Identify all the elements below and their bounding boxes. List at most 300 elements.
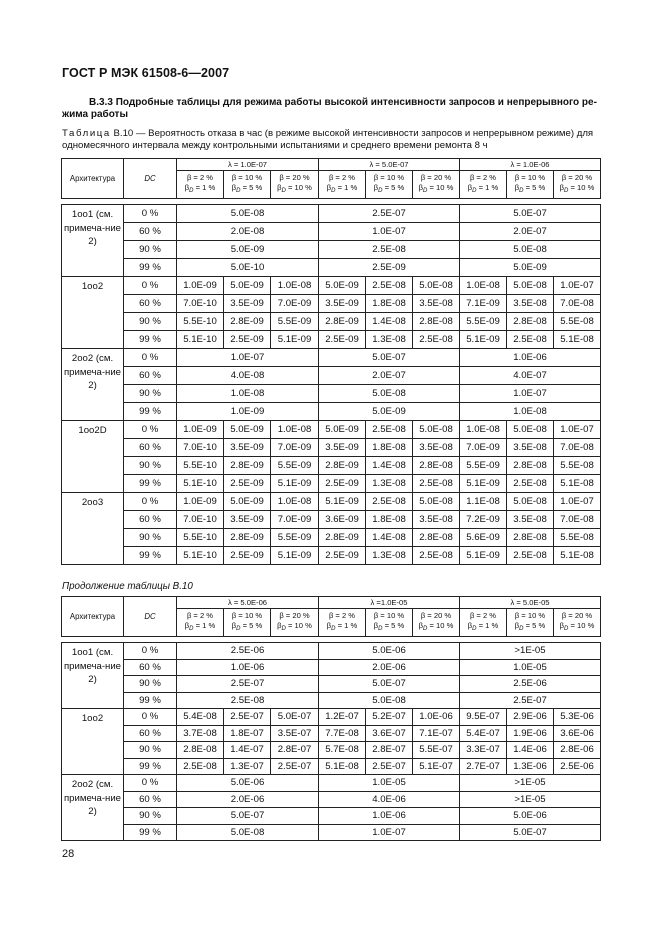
value-cell: 2.5E-09 (224, 331, 271, 349)
table-row (62, 511, 601, 529)
value-cell: 2.8E-09 (319, 457, 366, 475)
table-row (62, 259, 601, 277)
dc-cell: 99 % (124, 692, 177, 709)
value-cell: 5.0E-09 (224, 277, 271, 295)
header-lambda: λ = 5.0E-05 (460, 597, 601, 609)
value-cell: 5.0E-06 (460, 808, 601, 825)
value-cell: 3.6E-09 (319, 511, 366, 529)
value-cell: 1.0E-07 (319, 223, 460, 241)
table-row (62, 725, 601, 742)
value-cell: 5.0E-09 (224, 493, 271, 511)
value-cell: 5.1E-09 (271, 475, 319, 493)
value-cell: 2.0E-07 (460, 223, 601, 241)
value-cell: 1.0E-08 (177, 385, 319, 403)
beta-value: β = 10 % (373, 173, 405, 182)
value-cell: 1.3E-08 (366, 331, 413, 349)
table-caption-label: Таблица (62, 128, 111, 139)
table-row (62, 676, 601, 693)
dc-cell: 99 % (124, 403, 177, 421)
value-cell: 1.0E-08 (460, 403, 601, 421)
value-cell: 2.5E-07 (224, 709, 271, 726)
value-cell: 1.8E-08 (366, 511, 413, 529)
value-cell: 2.5E-07 (460, 692, 601, 709)
header-beta (271, 171, 319, 199)
beta-value: β = 10 % (231, 611, 263, 620)
value-cell: 5.1E-10 (177, 547, 224, 565)
value-cell: 5.1E-09 (460, 475, 507, 493)
value-cell: 2.5E-07 (366, 758, 413, 775)
beta-d-symbol: $\beta_D$ (277, 621, 286, 632)
table-caption (62, 128, 602, 152)
header-beta (271, 609, 319, 637)
value-cell: 2.8E-09 (224, 529, 271, 547)
beta-value: β = 20 % (561, 611, 593, 620)
table-caption-number: B.10 (113, 128, 134, 139)
value-cell: 7.0E-08 (554, 295, 601, 313)
dc-cell: 0 % (124, 205, 177, 223)
value-cell: 1.0E-06 (413, 709, 460, 726)
value-cell: 5.0E-07 (319, 676, 460, 693)
value-cell: 5.0E-07 (460, 824, 601, 841)
value-cell: 3.5E-08 (413, 295, 460, 313)
value-cell: 5.1E-08 (554, 475, 601, 493)
value-cell: 2.5E-08 (177, 692, 319, 709)
header-beta (366, 171, 413, 199)
header-beta (366, 609, 413, 637)
dc-cell: 90 % (124, 457, 177, 475)
table-row (62, 529, 601, 547)
header-dc: DC (124, 597, 177, 637)
value-cell: 5.0E-09 (319, 403, 460, 421)
probability-table-part-2 (61, 596, 601, 841)
table-row (62, 241, 601, 259)
value-cell: 2.5E-09 (319, 475, 366, 493)
header-lambda: λ =1.0E-05 (319, 597, 460, 609)
dc-cell: 60 % (124, 791, 177, 808)
beta-d-value: = 10 % (570, 621, 595, 630)
value-cell: 2.8E-08 (177, 742, 224, 759)
value-cell: >1E-05 (460, 791, 601, 808)
dc-cell: 99 % (124, 259, 177, 277)
table-row (62, 205, 601, 223)
beta-value: β = 10 % (514, 173, 546, 182)
value-cell: 9.5E-07 (460, 709, 507, 726)
header-beta (554, 609, 601, 637)
value-cell: 2.8E-07 (271, 742, 319, 759)
header-beta (460, 609, 507, 637)
value-cell: 2.5E-08 (413, 331, 460, 349)
dc-cell: 0 % (124, 775, 177, 792)
value-cell: 1.0E-09 (177, 277, 224, 295)
table-row (62, 367, 601, 385)
beta-d-symbol: $\beta_D$ (373, 621, 383, 632)
value-cell: 1.4E-08 (366, 313, 413, 331)
value-cell: 1.8E-08 (366, 295, 413, 313)
value-cell: 5.0E-07 (460, 205, 601, 223)
dc-cell: 90 % (124, 313, 177, 331)
dc-cell: 60 % (124, 511, 177, 529)
value-cell: 2.5E-08 (366, 277, 413, 295)
value-cell: 3.5E-09 (319, 439, 366, 457)
beta-d-value: = 10 % (570, 183, 595, 192)
value-cell: 1.9E-06 (507, 725, 554, 742)
beta-d-symbol: $\beta_D$ (514, 621, 524, 632)
value-cell: 3.5E-08 (507, 511, 554, 529)
value-cell: 1.0E-06 (319, 808, 460, 825)
value-cell: 1.0E-08 (271, 277, 319, 295)
beta-d-symbol: $\beta_D$ (418, 621, 428, 632)
value-cell: 5.1E-09 (271, 331, 319, 349)
beta-d-value: = 1 % (337, 621, 358, 630)
value-cell: 1.3E-08 (366, 475, 413, 493)
value-cell: 3.5E-08 (507, 439, 554, 457)
value-cell: 5.1E-09 (460, 331, 507, 349)
value-cell: 3.5E-09 (319, 295, 366, 313)
value-cell: 5.1E-10 (177, 331, 224, 349)
value-cell: 5.0E-09 (460, 259, 601, 277)
value-cell: 5.1E-08 (319, 758, 366, 775)
architecture-cell: 2oo3 (62, 493, 124, 565)
table-row (62, 643, 601, 660)
section-title-text: Подробные таблицы для режима работы высокой интенсивности запросов и непрерывного ре-жима работы (62, 97, 597, 120)
dc-cell: 60 % (124, 659, 177, 676)
value-cell: 5.1E-07 (413, 758, 460, 775)
dc-cell: 60 % (124, 439, 177, 457)
value-cell: 1.4E-08 (366, 457, 413, 475)
dc-cell: 0 % (124, 709, 177, 726)
beta-d-symbol: $\beta_D$ (514, 183, 524, 194)
beta-value: β = 20 % (420, 611, 452, 620)
value-cell: 2.0E-07 (319, 367, 460, 385)
value-cell: 1.3E-08 (366, 547, 413, 565)
value-cell: 3.5E-07 (271, 725, 319, 742)
beta-value: β = 20 % (279, 611, 310, 620)
table-row (62, 313, 601, 331)
value-cell: 3.5E-08 (507, 295, 554, 313)
header-row (62, 159, 601, 171)
value-cell: 5.5E-09 (271, 313, 319, 331)
dc-cell: 99 % (124, 475, 177, 493)
value-cell: 7.0E-09 (271, 511, 319, 529)
value-cell: 5.1E-08 (554, 331, 601, 349)
value-cell: 2.5E-09 (224, 547, 271, 565)
table-row (62, 331, 601, 349)
value-cell: 2.5E-07 (319, 205, 460, 223)
header-architecture: Архитектура (62, 159, 124, 199)
value-cell: 5.0E-07 (177, 808, 319, 825)
table-row (62, 349, 601, 367)
value-cell: 5.1E-09 (271, 547, 319, 565)
beta-d-value: = 5 % (384, 183, 405, 192)
value-cell: 1.0E-05 (460, 659, 601, 676)
table-row (62, 824, 601, 841)
beta-d-symbol: $\beta_D$ (231, 621, 241, 632)
value-cell: 5.5E-09 (271, 457, 319, 475)
dc-cell: 99 % (124, 547, 177, 565)
beta-d-symbol: $\beta_D$ (559, 183, 569, 194)
beta-value: β = 20 % (561, 173, 593, 182)
table-row (62, 775, 601, 792)
beta-value: β = 2 % (469, 611, 497, 620)
value-cell: 2.5E-09 (319, 547, 366, 565)
value-cell: 2.5E-09 (224, 475, 271, 493)
beta-d-value: = 5 % (242, 621, 263, 630)
beta-d-symbol: $\beta_D$ (326, 621, 336, 632)
beta-value: β = 2 % (186, 611, 214, 620)
value-cell: 5.5E-09 (460, 457, 507, 475)
table-row (62, 709, 601, 726)
value-cell: 1.8E-07 (224, 725, 271, 742)
section-number: B.3.3 (89, 97, 113, 108)
page-header: ГОСТ Р МЭК 61508-6—2007 (62, 66, 230, 80)
value-cell: 5.0E-06 (319, 643, 460, 660)
value-cell: 2.8E-09 (224, 457, 271, 475)
header-beta (177, 609, 224, 637)
value-cell: 1.0E-08 (271, 421, 319, 439)
value-cell: 1.0E-07 (177, 349, 319, 367)
page-number: 28 (62, 848, 75, 860)
value-cell: 2.5E-09 (319, 259, 460, 277)
value-cell: 7.0E-08 (554, 439, 601, 457)
value-cell: 7.2E-09 (460, 511, 507, 529)
value-cell: 2.8E-08 (507, 313, 554, 331)
beta-d-symbol: $\beta_D$ (418, 183, 428, 194)
value-cell: 1.3E-07 (224, 758, 271, 775)
dc-cell: 90 % (124, 676, 177, 693)
architecture-cell: 1oo1 (см. примеча-ние 2) (62, 643, 124, 709)
value-cell: 7.0E-10 (177, 439, 224, 457)
header-beta (460, 171, 507, 199)
value-cell: 5.5E-08 (554, 313, 601, 331)
dc-cell: 90 % (124, 742, 177, 759)
header-beta (554, 171, 601, 199)
value-cell: >1E-05 (460, 643, 601, 660)
value-cell: 3.6E-06 (554, 725, 601, 742)
value-cell: 2.8E-09 (224, 313, 271, 331)
value-cell: >1E-05 (460, 775, 601, 792)
value-cell: 1.1E-08 (460, 493, 507, 511)
value-cell: 1.0E-07 (319, 824, 460, 841)
value-cell: 5.5E-10 (177, 313, 224, 331)
value-cell: 2.8E-08 (507, 457, 554, 475)
continuation-caption: Продолжение таблицы B.10 (62, 581, 193, 592)
value-cell: 2.5E-06 (554, 758, 601, 775)
value-cell: 2.8E-08 (507, 529, 554, 547)
section-title (62, 97, 602, 121)
value-cell: 5.0E-08 (507, 421, 554, 439)
header-beta (224, 171, 271, 199)
table-row (62, 547, 601, 565)
dc-cell: 0 % (124, 643, 177, 660)
table-row (62, 421, 601, 439)
value-cell: 1.0E-07 (460, 385, 601, 403)
value-cell: 5.0E-09 (177, 241, 319, 259)
value-cell: 2.7E-07 (460, 758, 507, 775)
value-cell: 7.0E-10 (177, 295, 224, 313)
header-beta (413, 171, 460, 199)
value-cell: 2.5E-08 (413, 475, 460, 493)
beta-d-value: = 10 % (287, 183, 312, 192)
dc-cell: 90 % (124, 385, 177, 403)
value-cell: 2.5E-07 (271, 758, 319, 775)
architecture-cell: 1oo2 (62, 277, 124, 349)
value-cell: 1.4E-06 (507, 742, 554, 759)
table-row (62, 277, 601, 295)
dc-cell: 0 % (124, 493, 177, 511)
dc-cell: 0 % (124, 349, 177, 367)
value-cell: 5.4E-08 (177, 709, 224, 726)
value-cell: 5.0E-07 (319, 349, 460, 367)
value-cell: 7.0E-09 (460, 439, 507, 457)
beta-value: β = 20 % (420, 173, 452, 182)
value-cell: 5.0E-08 (507, 493, 554, 511)
value-cell: 5.5E-08 (554, 457, 601, 475)
beta-d-value: = 1 % (337, 183, 358, 192)
beta-d-value: = 5 % (525, 621, 546, 630)
table-row (62, 742, 601, 759)
value-cell: 2.5E-08 (413, 547, 460, 565)
header-beta (507, 609, 554, 637)
value-cell: 1.0E-06 (460, 349, 601, 367)
value-cell: 2.8E-08 (413, 457, 460, 475)
beta-d-symbol: $\beta_D$ (231, 183, 241, 194)
value-cell: 1.2E-07 (319, 709, 366, 726)
value-cell: 3.6E-07 (366, 725, 413, 742)
value-cell: 2.0E-08 (177, 223, 319, 241)
beta-d-value: = 1 % (478, 183, 499, 192)
header-lambda: λ = 5.0E-07 (319, 159, 460, 171)
value-cell: 5.0E-07 (271, 709, 319, 726)
table-row (62, 692, 601, 709)
value-cell: 5.0E-08 (319, 385, 460, 403)
value-cell: 2.5E-08 (507, 547, 554, 565)
value-cell: 5.5E-08 (554, 529, 601, 547)
value-cell: 3.7E-08 (177, 725, 224, 742)
value-cell: 1.0E-07 (554, 493, 601, 511)
table-row (62, 791, 601, 808)
beta-d-symbol: $\beta_D$ (559, 621, 569, 632)
value-cell: 5.7E-08 (319, 742, 366, 759)
header-architecture: Архитектура (62, 597, 124, 637)
dc-cell: 99 % (124, 758, 177, 775)
table-row (62, 439, 601, 457)
beta-d-symbol: $\beta_D$ (184, 621, 194, 632)
value-cell: 7.1E-09 (460, 295, 507, 313)
beta-value: β = 10 % (514, 611, 546, 620)
header-lambda: λ = 1.0E-06 (460, 159, 601, 171)
beta-d-symbol: $\beta_D$ (184, 183, 194, 194)
probability-table-part-1 (61, 158, 601, 565)
beta-d-value: = 10 % (287, 621, 312, 630)
dc-cell: 60 % (124, 367, 177, 385)
header-lambda: λ = 1.0E-07 (177, 159, 319, 171)
value-cell: 5.0E-08 (413, 493, 460, 511)
header-row (62, 597, 601, 609)
header-beta (319, 609, 366, 637)
value-cell: 3.3E-07 (460, 742, 507, 759)
value-cell: 1.0E-06 (177, 659, 319, 676)
beta-d-symbol: $\beta_D$ (467, 621, 477, 632)
value-cell: 1.0E-09 (177, 493, 224, 511)
value-cell: 1.0E-05 (319, 775, 460, 792)
header-lambda: λ = 5.0E-06 (177, 597, 319, 609)
value-cell: 5.6E-09 (460, 529, 507, 547)
value-cell: 5.0E-08 (177, 205, 319, 223)
value-cell: 5.0E-09 (224, 421, 271, 439)
architecture-cell: 2oo2 (см. примеча-ние 2) (62, 349, 124, 421)
dc-cell: 60 % (124, 295, 177, 313)
table-row (62, 758, 601, 775)
value-cell: 7.7E-08 (319, 725, 366, 742)
dc-cell: 0 % (124, 421, 177, 439)
beta-d-value: = 1 % (195, 621, 216, 630)
beta-value: β = 2 % (469, 173, 497, 182)
value-cell: 2.0E-06 (319, 659, 460, 676)
value-cell: 2.5E-08 (507, 475, 554, 493)
value-cell: 1.8E-08 (366, 439, 413, 457)
value-cell: 2.5E-08 (319, 241, 460, 259)
beta-d-symbol: $\beta_D$ (373, 183, 383, 194)
header-beta (177, 171, 224, 199)
value-cell: 1.0E-09 (177, 403, 319, 421)
table-row (62, 659, 601, 676)
beta-d-value: = 5 % (525, 183, 546, 192)
beta-d-symbol: $\beta_D$ (326, 183, 336, 194)
header-beta (224, 609, 271, 637)
value-cell: 2.8E-07 (366, 742, 413, 759)
beta-d-value: = 10 % (429, 183, 454, 192)
value-cell: 2.5E-09 (319, 331, 366, 349)
value-cell: 1.0E-08 (460, 277, 507, 295)
value-cell: 1.0E-07 (554, 277, 601, 295)
value-cell: 2.5E-06 (177, 643, 319, 660)
value-cell: 1.0E-07 (554, 421, 601, 439)
dc-cell: 90 % (124, 529, 177, 547)
value-cell: 7.0E-09 (271, 439, 319, 457)
value-cell: 3.5E-08 (413, 511, 460, 529)
value-cell: 2.5E-08 (366, 493, 413, 511)
value-cell: 1.3E-06 (507, 758, 554, 775)
value-cell: 5.1E-09 (460, 547, 507, 565)
value-cell: 5.0E-09 (319, 421, 366, 439)
dc-cell: 60 % (124, 223, 177, 241)
value-cell: 2.8E-09 (319, 529, 366, 547)
beta-d-value: = 5 % (384, 621, 405, 630)
table-caption-text: — Вероятность отказа в час (в режиме высокой интенсивности запросов и непрерывном режиме) для одномесячного интервала между контрольными испытаниями и среднего времени ремонта 8 ч (62, 128, 594, 151)
value-cell: 4.0E-08 (177, 367, 319, 385)
value-cell: 3.5E-09 (224, 439, 271, 457)
value-cell: 1.0E-08 (271, 493, 319, 511)
value-cell: 4.0E-06 (319, 791, 460, 808)
value-cell: 5.2E-07 (366, 709, 413, 726)
value-cell: 2.5E-08 (177, 758, 224, 775)
value-cell: 5.1E-10 (177, 475, 224, 493)
value-cell: 5.4E-07 (460, 725, 507, 742)
value-cell: 7.1E-07 (413, 725, 460, 742)
value-cell: 3.5E-09 (224, 511, 271, 529)
value-cell: 5.0E-08 (319, 692, 460, 709)
value-cell: 5.5E-07 (413, 742, 460, 759)
value-cell: 5.0E-08 (413, 277, 460, 295)
value-cell: 5.0E-08 (507, 277, 554, 295)
value-cell: 1.4E-07 (224, 742, 271, 759)
value-cell: 1.4E-08 (366, 529, 413, 547)
value-cell: 2.5E-06 (460, 676, 601, 693)
value-cell: 1.0E-09 (177, 421, 224, 439)
beta-d-symbol: $\beta_D$ (277, 183, 286, 194)
beta-value: β = 2 % (328, 173, 356, 182)
beta-value: β = 2 % (186, 173, 214, 182)
